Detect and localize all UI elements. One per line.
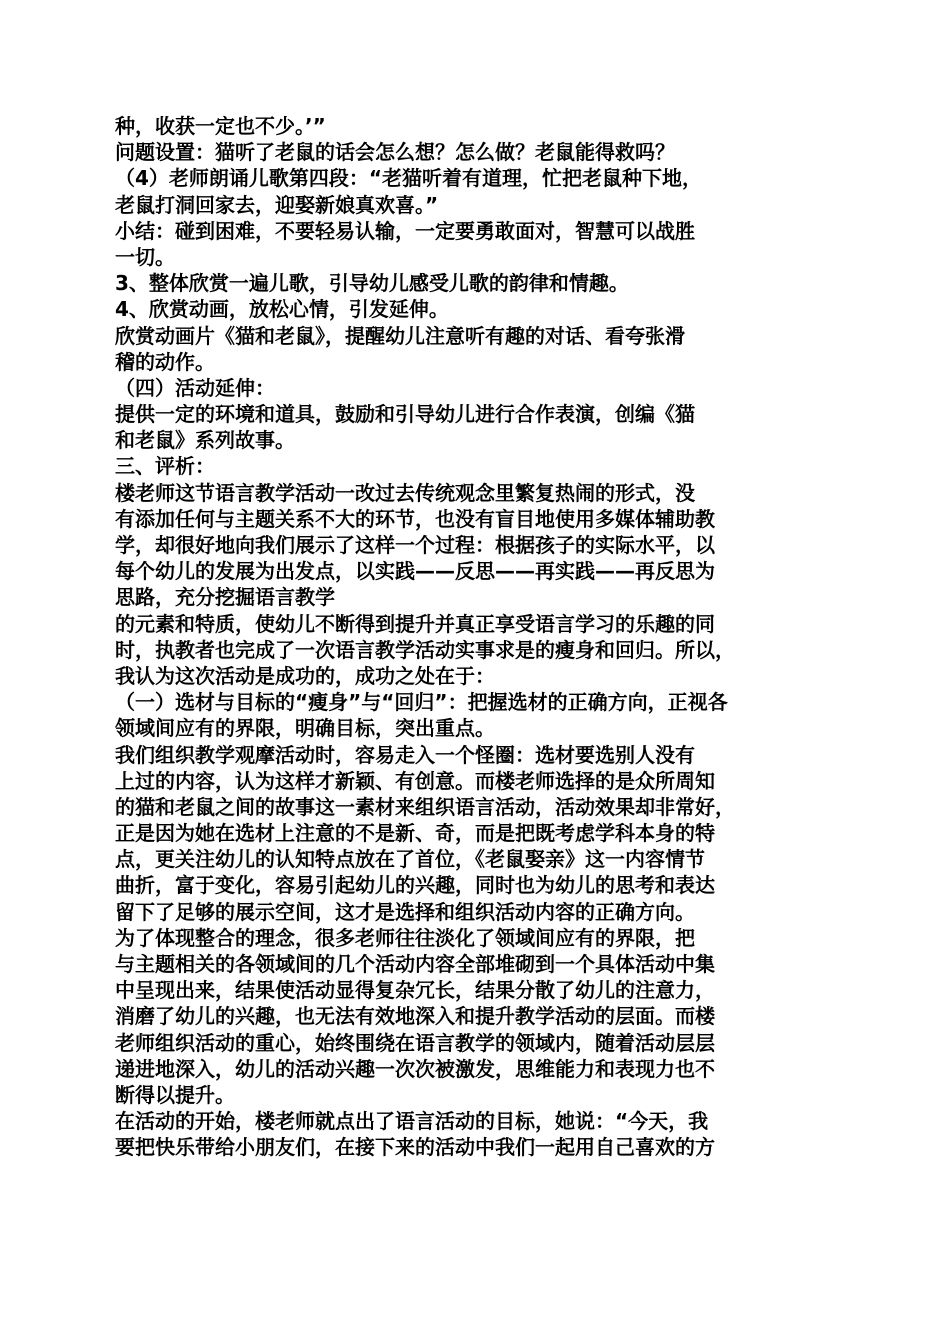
text-line: 思路，充分挖掘语言教学 [115, 585, 335, 610]
text-line: 提供一定的环境和道具，鼓励和引导幼儿进行合作表演，创编《猫 [115, 402, 695, 427]
text-line: 递进地深入，幼儿的活动兴趣一次次被激发，思维能力和表现力也不 [115, 1056, 715, 1081]
text-line: 为了体现整合的理念，很多老师往往淡化了领域间应有的界限，把 [115, 925, 695, 950]
text-line: 老师组织活动的重心，始终围绕在语言教学的领域内，随着活动层层 [115, 1030, 715, 1055]
text-line: 中呈现出来，结果使活动显得复杂冗长，结果分散了幼儿的注意力， [115, 978, 715, 1003]
text-line: （4）老师朗诵儿歌第四段：“老猫听着有道理，忙把老鼠种下地， [115, 166, 703, 191]
text-line: 点，更关注幼儿的认知特点放在了首位，《老鼠娶亲》这一内容情节 [115, 847, 705, 872]
text-line: 稽的动作。 [115, 349, 215, 374]
text-line: 学，却很好地向我们展示了这样一个过程：根据孩子的实际水平，以 [115, 533, 715, 557]
text-line: 正是因为她在选材上注意的不是新、奇，而是把既考虑学科本身的特 [115, 821, 715, 846]
text-line: 和老鼠》系列故事。 [115, 428, 295, 453]
text-line: 断得以提升。 [115, 1082, 235, 1107]
text-line: 一切。 [115, 244, 175, 269]
text-line: 的猫和老鼠之间的故事这一素材来组织语言活动，活动效果却非常好， [115, 794, 735, 819]
text-line: 消磨了幼儿的兴趣，也无法有效地深入和提升教学活动的层面。而楼 [115, 1004, 715, 1029]
text-line: 欣赏动画片《猫和老鼠》，提醒幼儿注意听有趣的对话、看夸张滑 [115, 323, 685, 348]
document-body [115, 113, 850, 1161]
text-line: 每个幼儿的发展为出发点，以实践——反思——再实践——再反思为 [115, 559, 715, 584]
text-line: 我们组织教学观摩活动时，容易走入一个怪圈：选材要选别人没有 [115, 742, 695, 767]
text-line: 在活动的开始，楼老师就点出了语言活动的目标，她说：“今天，我 [115, 1109, 709, 1134]
text-line: 三、评析： [115, 454, 215, 479]
text-line: 老鼠打洞回家去，迎娶新娘真欢喜。” [115, 192, 439, 217]
text-line: 种，收获一定也不少。’” [115, 114, 326, 138]
text-line: 要把快乐带给小朋友们，在接下来的活动中我们一起用自己喜欢的方 [115, 1135, 715, 1160]
text-line: 小结：碰到困难，不要轻易认输，一定要勇敢面对，智慧可以战胜 [115, 218, 695, 243]
text-line: 问题设置：猫听了老鼠的话会怎么想？怎么做？老鼠能得救吗？ [115, 140, 675, 165]
text-line: 曲折，富于变化，容易引起幼儿的兴趣，同时也为幼儿的思考和表达 [115, 873, 715, 898]
text-line: 的元素和特质，使幼儿不断得到提升并真正享受语言学习的乐趣的同 [115, 611, 715, 636]
text-line: （四）活动延伸： [115, 375, 275, 400]
text-line: 时，执教者也完成了一次语言教学活动实事求是的瘦身和回归。所以， [115, 637, 735, 662]
text-line: 3、整体欣赏一遍儿歌，引导幼儿感受儿歌的韵律和情趣。 [115, 271, 629, 296]
text-line: 与主题相关的各领域间的几个活动内容全部堆砌到一个具体活动中集 [115, 952, 715, 976]
text-line: 留下了足够的展示空间，这才是选择和组织活动内容的正确方向。 [115, 899, 695, 924]
text-line: （一）选材与目标的“瘦身”与“回归”：把握选材的正确方向，正视各 [115, 690, 728, 715]
text-line: 4、欣赏动画，放松心情，引发延伸。 [115, 297, 449, 322]
text-line: 领域间应有的界限，明确目标，突出重点。 [115, 716, 495, 741]
text-line: 我认为这次活动是成功的，成功之处在于： [115, 663, 495, 688]
text-line: 有添加任何与主题关系不大的环节，也没有盲目地使用多媒体辅助教 [115, 506, 715, 531]
text-line: 楼老师这节语言教学活动一改过去传统观念里繁复热闹的形式，没 [115, 480, 695, 505]
text-line: 上过的内容，认为这样才新颖、有创意。而楼老师选择的是众所周知 [115, 768, 715, 793]
